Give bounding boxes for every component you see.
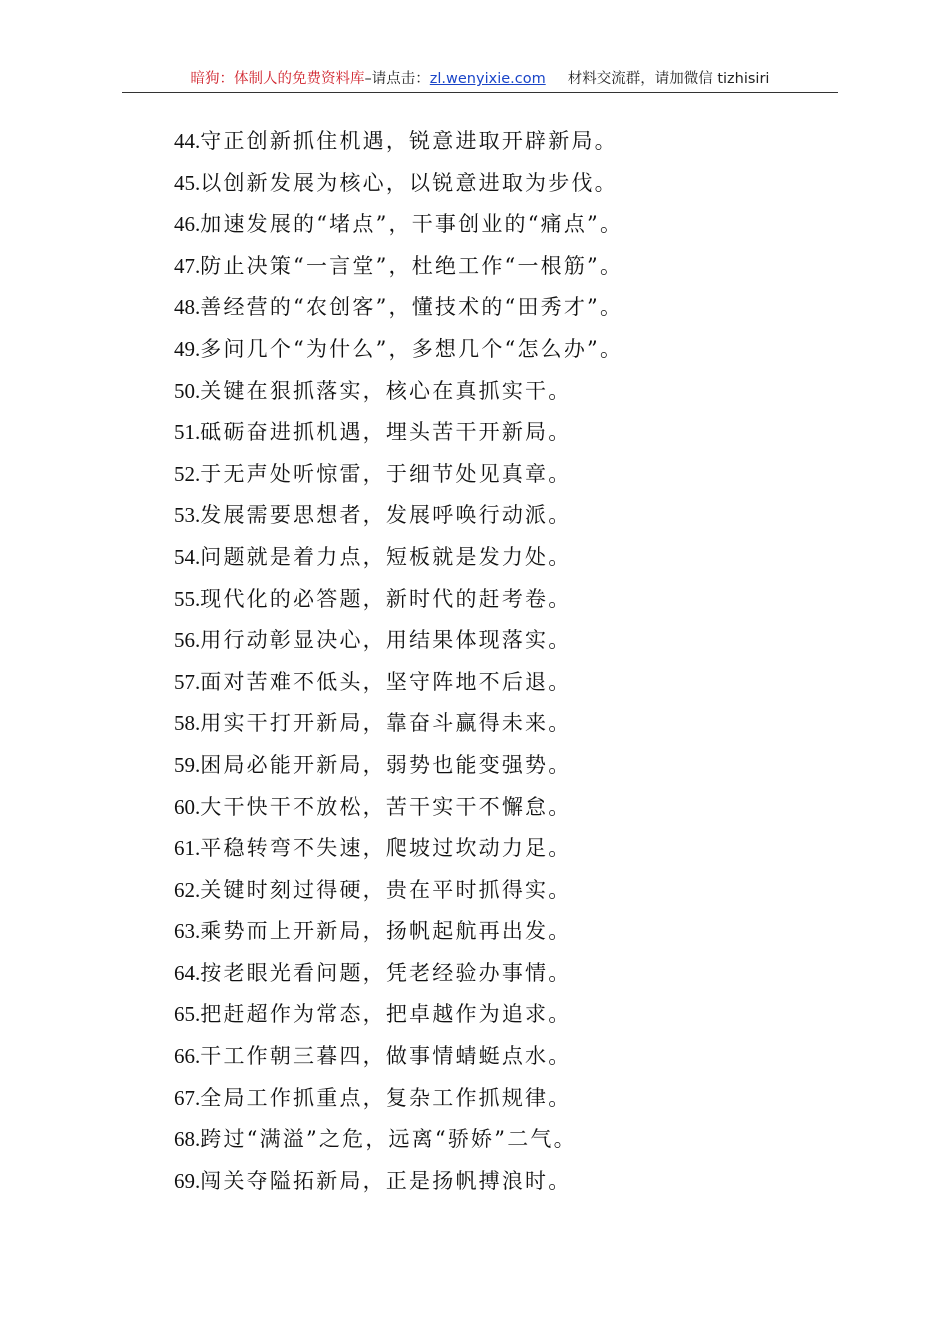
list-item bbox=[174, 412, 623, 454]
item-text: 闯关夺隘拓新局，正是扬帆搏浪时。 bbox=[200, 1168, 572, 1193]
item-number: 59. bbox=[174, 752, 201, 777]
item-text: 全局工作抓重点，复杂工作抓规律。 bbox=[200, 1085, 572, 1110]
list-item bbox=[174, 703, 623, 745]
item-text: 砥砺奋进抓机遇，埋头苦干开新局。 bbox=[200, 420, 572, 445]
list-item bbox=[174, 1078, 623, 1120]
list-item bbox=[174, 828, 623, 870]
item-text: 发展需要思想者，发展呼唤行动派。 bbox=[200, 503, 572, 528]
item-text: 大干快干不放松，苦干实干不懈怠。 bbox=[200, 794, 572, 819]
item-text: 善经营的“农创客”，懂技术的“田秀才”。 bbox=[200, 295, 624, 320]
item-text: 加速发展的“堵点”，干事创业的“痛点”。 bbox=[200, 212, 624, 237]
item-number: 45. bbox=[174, 170, 201, 195]
list-item bbox=[174, 787, 623, 829]
item-number: 46. bbox=[174, 212, 201, 237]
list-item bbox=[174, 994, 623, 1036]
item-number: 55. bbox=[174, 586, 201, 611]
page-header bbox=[122, 66, 838, 93]
item-number: 68. bbox=[174, 1127, 201, 1152]
item-text: 于无声处听惊雷，于细节处见真章。 bbox=[200, 461, 572, 486]
item-text: 防止决策“一言堂”，杜绝工作“一根筋”。 bbox=[200, 253, 624, 278]
header-prompt: –请点击： bbox=[364, 71, 430, 87]
item-number: 60. bbox=[174, 794, 201, 819]
item-text: 面对苦难不低头，坚守阵地不后退。 bbox=[200, 669, 572, 694]
list-item bbox=[174, 745, 623, 787]
list-item bbox=[174, 287, 623, 329]
item-text: 把赶超作为常态，把卓越作为追求。 bbox=[200, 1002, 572, 1027]
list-item bbox=[174, 953, 623, 995]
item-text: 跨过“满溢”之危，远离“骄娇”二气。 bbox=[200, 1127, 577, 1152]
list-item bbox=[174, 163, 623, 205]
item-text: 乘势而上开新局，扬帆起航再出发。 bbox=[200, 919, 572, 944]
item-number: 61. bbox=[174, 836, 201, 861]
item-text: 守正创新抓住机遇，锐意进取开辟新局。 bbox=[200, 129, 618, 153]
list-item bbox=[174, 329, 623, 371]
list-item bbox=[174, 911, 623, 953]
item-number: 64. bbox=[174, 960, 201, 985]
header-link[interactable]: zl.wenyixie.com bbox=[429, 71, 546, 87]
item-text: 问题就是着力点，短板就是发力处。 bbox=[200, 544, 572, 569]
list-item bbox=[174, 495, 623, 537]
item-number: 66. bbox=[174, 1044, 201, 1069]
item-number: 44. bbox=[174, 129, 201, 153]
item-number: 54. bbox=[174, 544, 201, 569]
list-item bbox=[174, 1036, 623, 1078]
list-item bbox=[174, 1119, 623, 1161]
item-text: 多问几个“为什么”，多想几个“怎么办”。 bbox=[200, 336, 624, 361]
list-item bbox=[174, 579, 623, 621]
item-number: 63. bbox=[174, 919, 201, 944]
item-text: 用行动彰显决心，用结果体现落实。 bbox=[200, 628, 572, 653]
item-text: 关键时刻过得硬，贵在平时抓得实。 bbox=[200, 877, 572, 902]
item-number: 49. bbox=[174, 336, 201, 361]
item-text: 按老眼光看问题，凭老经验办事情。 bbox=[200, 960, 572, 985]
item-number: 57. bbox=[174, 669, 201, 694]
item-text: 用实干打开新局，靠奋斗赢得未来。 bbox=[200, 711, 572, 736]
item-number: 58. bbox=[174, 711, 201, 736]
list-item bbox=[174, 121, 623, 163]
item-number: 48. bbox=[174, 295, 201, 320]
item-text: 平稳转弯不失速，爬坡过坎动力足。 bbox=[200, 836, 572, 861]
header-contact: 材料交流群，请加微信 tizhisiri bbox=[567, 71, 770, 87]
list-item bbox=[174, 204, 623, 246]
slogan-list bbox=[174, 121, 623, 1202]
item-number: 67. bbox=[174, 1085, 201, 1110]
list-item bbox=[174, 371, 623, 413]
item-text: 干工作朝三暮四，做事情蜻蜓点水。 bbox=[200, 1044, 572, 1069]
item-text: 以创新发展为核心，以锐意进取为步伐。 bbox=[200, 170, 618, 195]
item-number: 47. bbox=[174, 253, 201, 278]
item-number: 50. bbox=[174, 378, 201, 403]
item-number: 56. bbox=[174, 628, 201, 653]
list-item bbox=[174, 1161, 623, 1203]
item-number: 51. bbox=[174, 420, 201, 445]
item-number: 53. bbox=[174, 503, 201, 528]
item-number: 62. bbox=[174, 877, 201, 902]
item-number: 65. bbox=[174, 1002, 201, 1027]
item-number: 69. bbox=[174, 1168, 201, 1193]
item-number: 52. bbox=[174, 461, 201, 486]
list-item bbox=[174, 454, 623, 496]
item-text: 关键在狠抓落实，核心在真抓实干。 bbox=[200, 378, 572, 403]
list-item bbox=[174, 620, 623, 662]
list-item bbox=[174, 870, 623, 912]
list-item bbox=[174, 662, 623, 704]
list-item bbox=[174, 246, 623, 288]
item-text: 现代化的必答题，新时代的赶考卷。 bbox=[200, 586, 572, 611]
list-item bbox=[174, 537, 623, 579]
item-text: 困局必能开新局，弱势也能变强势。 bbox=[200, 752, 572, 777]
header-brand: 暗狗：体制人的免费资料库 bbox=[190, 71, 365, 87]
